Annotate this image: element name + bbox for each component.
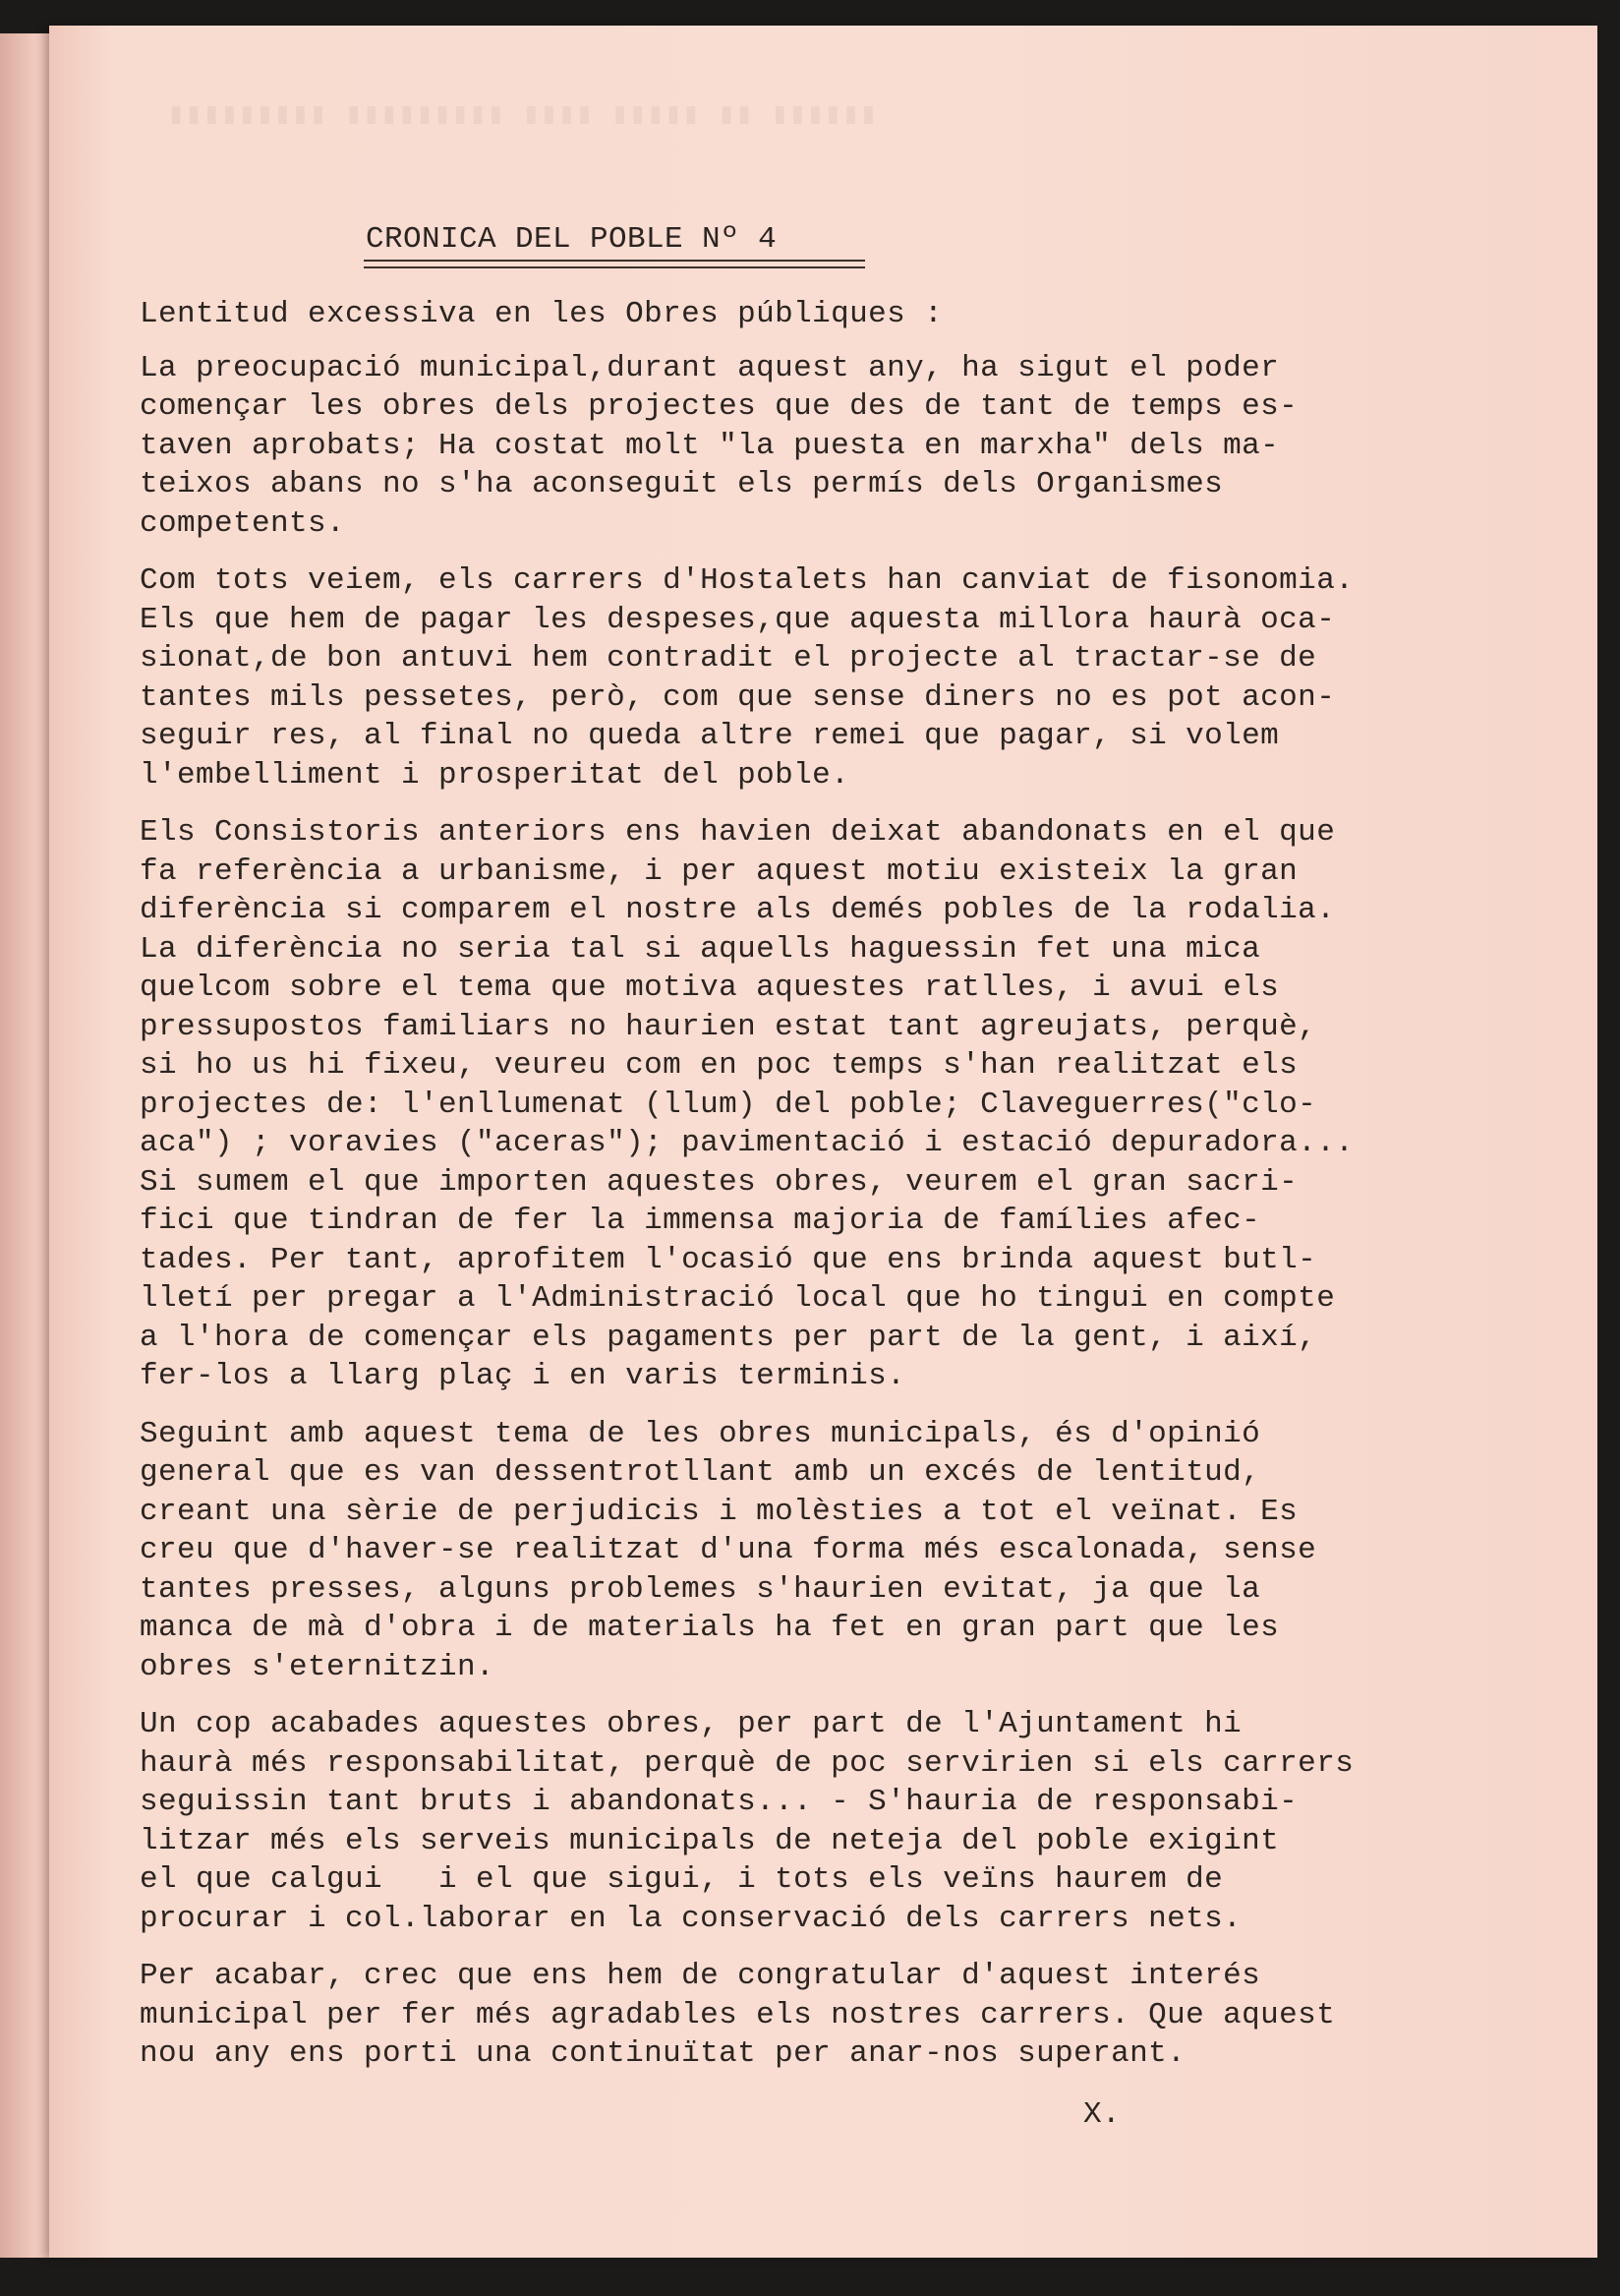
reverse-side-bleed: ▮▮▮▮▮▮▮▮▮ ▮▮▮▮▮▮▮▮▮ ▮▮▮▮ ▮▮▮▮▮ ▮▮ ▮▮▮▮▮▮: [167, 96, 878, 131]
title-underline-top: [364, 260, 865, 262]
author-signature: X.: [1083, 2096, 1122, 2132]
paragraph-1: La preocupació municipal,durant aquest any, ha sigut el poder començar les obres dels projectes que des de tant de temps es- taven aprobats; Ha costat molt "la puesta en marxha" dels ma- teixos abans no s'ha aconseguit els permís dels Organismes competents.: [140, 350, 1299, 541]
section-heading: Lentitud excessiva en les Obres públiques :: [140, 297, 944, 331]
paragraph-4: Seguint amb aquest tema de les obres municipals, és d'opinió general que es van dessentrotllant amb un excés de lentitud, creant una sèrie de perjudicis i molèsties a tot el veïnat. Es creu que d'haver-se realitzat d'una forma més escalonada, sense tantes presses, alguns problemes s'haurien evitat, ja que la manca de mà d'obra i de materials ha fet en gran part que les obres s'eternitzin.: [140, 1416, 1317, 1684]
paragraph-6: Per acabar, crec que ens hem de congratular d'aquest interés municipal per fer més agradables els nostres carrers. Que aquest nou any ens porti una continuïtat per anar-nos superant.: [140, 1959, 1336, 2071]
paragraph-2: Com tots veiem, els carrers d'Hostalets han canviat de fisonomia. Els que hem de pagar les despeses,que aquesta millora haurà oca- sionat,de bon antuvi hem contradit el projecte al tractar-se de tantes mils pessetes, però, com que sense diners no es pot acon- seguir res, al final no queda altre remei que pagar, si volem l'embelliment i prosperitat del poble.: [140, 563, 1355, 793]
paragraph-5: Un cop acabades aquestes obres, per part de l'Ajuntament hi haurà més responsabilitat, perquè de poc servirien si els carrers seguissin tant bruts i abandonats... - S'hauria de responsabi- litzar més els serveis municipals de neteja del poble exigint el que calgui i el que sigui, i tots els veïns haurem de procurar i col.laborar en la conservació dels carrers nets.: [140, 1707, 1355, 1936]
title-underline-bottom: [364, 266, 865, 268]
document-body: [140, 222, 1496, 2134]
page-title: CRONICA DEL POBLE Nº 4: [366, 222, 778, 257]
paragraph-3: Els Consistoris anteriors ens havien deixat abandonats en el que fa referència a urbanisme, i per aquest motiu existeix la gran diferència si comparem el nostre als demés pobles de la rodalia. La diferència no seria tal si aquells haguessin fet una mica quelcom sobre el tema que motiva aquestes ratlles, i avui els pressupostos familiars no haurien estat tant agreujats, perquè, si ho us hi fixeu, veureu com en poc temps s'han realitzat els projectes de: l'enllumenat (llum) del poble; Claveguerres("clo- aca") ; voravies ("aceras"); pavimentació i estació depuradora... Si sumem el que importen aquestes obres, veurem el gran sacri- fici que tindran de fer la immensa majoria de famílies afec- tades. Per tant, aprofitem l'ocasió que ens brinda aquest butl- lletí per pregar a l'Administració local que ho tingui en compte a l'hora de començar els pagaments per part de la gent, i així, fer-los a llarg plaç i en varis terminis.: [140, 815, 1355, 1393]
